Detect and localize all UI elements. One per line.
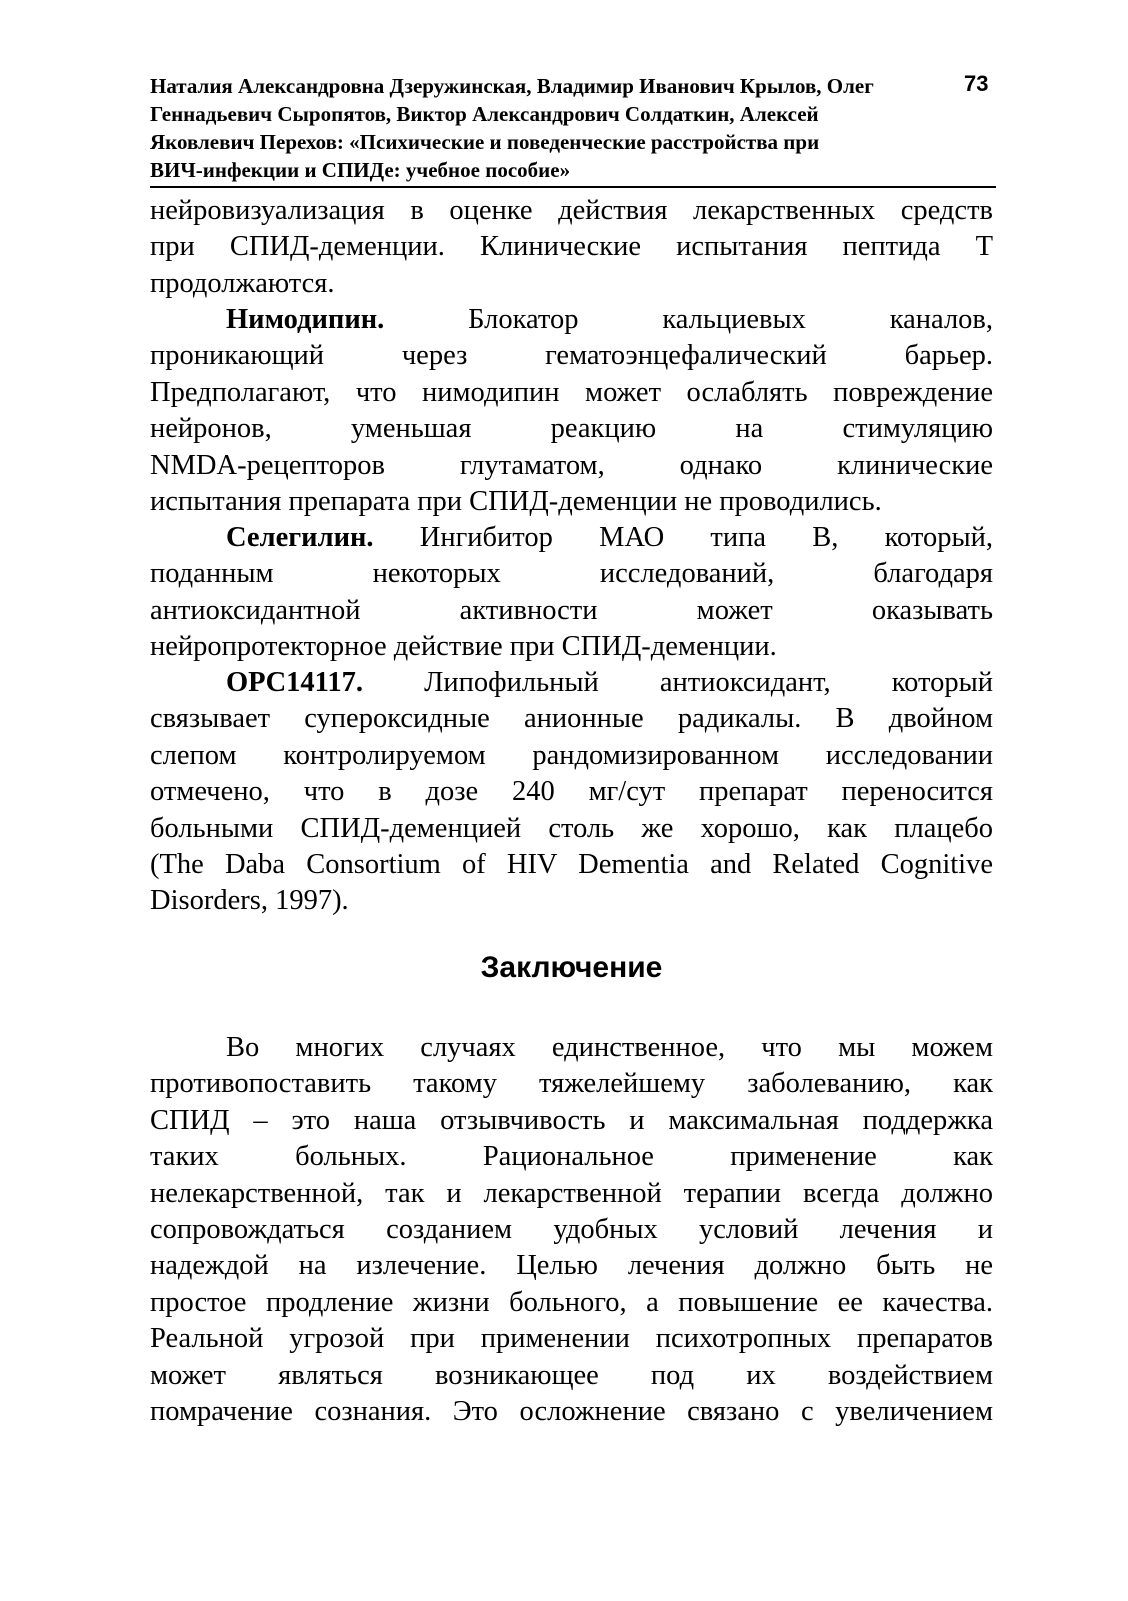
continuation-paragraph [150, 193, 993, 302]
text-line: надеждой на излечение. Целью лечения должно быть не [150, 1250, 993, 1282]
header-line: Наталия Александровна Дзеружинская, Владимир Иванович Крылов, Олег [150, 74, 874, 98]
header-line: Геннадьевич Сыропятов, Виктор Александрович Солдаткин, Алексей [150, 102, 819, 126]
text-line: нейровизуализация в оценке действия лекарственных средств [150, 195, 993, 226]
text-line: Во многих случаях единственное, что мы можем [226, 1032, 993, 1063]
text-line: слепом контролируемом рандомизированном исследовании [150, 739, 993, 771]
selegiline-paragraph [150, 520, 993, 666]
text-line: (The Daba Consortium of HIV Dementia and Related Cognitive [150, 848, 993, 880]
term-selegiline: Селегилин. [226, 522, 374, 553]
text-line: Disorders, 1997). [150, 885, 349, 917]
nimodipine-paragraph [150, 302, 993, 520]
text-line: Реальной угрозой при применении психотропных препаратов [150, 1323, 993, 1355]
text-line: нелекарственной, так и лекарственной терапии всегда должно [150, 1177, 993, 1209]
header-divider [150, 186, 996, 188]
text-line: помрачение сознания. Это осложнение связано с увеличением [150, 1395, 993, 1427]
text-line: испытания препарата при СПИД-деменции не проводились. [150, 485, 882, 517]
text-line [150, 302, 993, 338]
text-line: нейропротекторное действие при СПИД-деменции. [150, 631, 777, 663]
running-header [150, 72, 996, 184]
text-line: Предполагают, что нимодипин может ослаблять повреждение [150, 376, 993, 408]
text-line: проникающий через гематоэнцефалический барьер. [150, 340, 993, 372]
text-line: отмечено, что в дозе 240 мг/сут препарат переносится [150, 776, 993, 808]
text-fragment: Липофильный антиоксидант, который [424, 667, 993, 698]
page-number: 73 [964, 71, 989, 96]
text-line: нейронов, уменьшая реакцию на стимуляцию [150, 413, 993, 445]
text-line: может являться возникающее под их воздействием [150, 1359, 993, 1391]
header-line: Яковлевич Перехов: «Психические и поведенческие расстройства при [150, 130, 820, 154]
section-title: Заключение [480, 951, 663, 984]
term-opc14117: OPC14117. [226, 667, 363, 698]
text-line: при СПИД-деменции. Клинические испытания пептида Т [150, 231, 993, 263]
text-line: продолжаются. [150, 267, 335, 299]
text-fragment: Ингибитор МАО типа В, который, [419, 522, 994, 553]
text-line [150, 520, 993, 556]
text-fragment: Блокатор кальциевых каналов, [468, 304, 993, 335]
text-line: антиоксидантной активности может оказывать [150, 594, 993, 626]
conclusion-paragraph [150, 1030, 993, 1430]
text-line: сопровождаться созданием удобных условий лечения и [150, 1213, 993, 1245]
text-line [150, 665, 993, 701]
text-line: простое продление жизни больного, а повышение ее качества. [150, 1286, 993, 1318]
text-line: NMDA-рецепторов глутаматом, однако клинические [150, 449, 993, 481]
text-line: связывает супероксидные анионные радикалы. В двойном [150, 703, 993, 735]
text-line: противопоставить такому тяжелейшему заболеванию, как [150, 1068, 993, 1100]
text-line: больными СПИД-деменцией столь же хорошо, как плацебо [150, 812, 993, 844]
term-nimodipine: Нимодипин. [226, 304, 385, 335]
opc14117-paragraph [150, 665, 993, 920]
header-line: ВИЧ-инфекции и СПИДе: учебное пособие» [150, 158, 571, 182]
text-line: таких больных. Рациональное применение как [150, 1141, 993, 1173]
text-line: СПИД – это наша отзывчивость и максимальная поддержка [150, 1104, 993, 1136]
text-line: поданным некоторых исследований, благодаря [150, 558, 993, 590]
